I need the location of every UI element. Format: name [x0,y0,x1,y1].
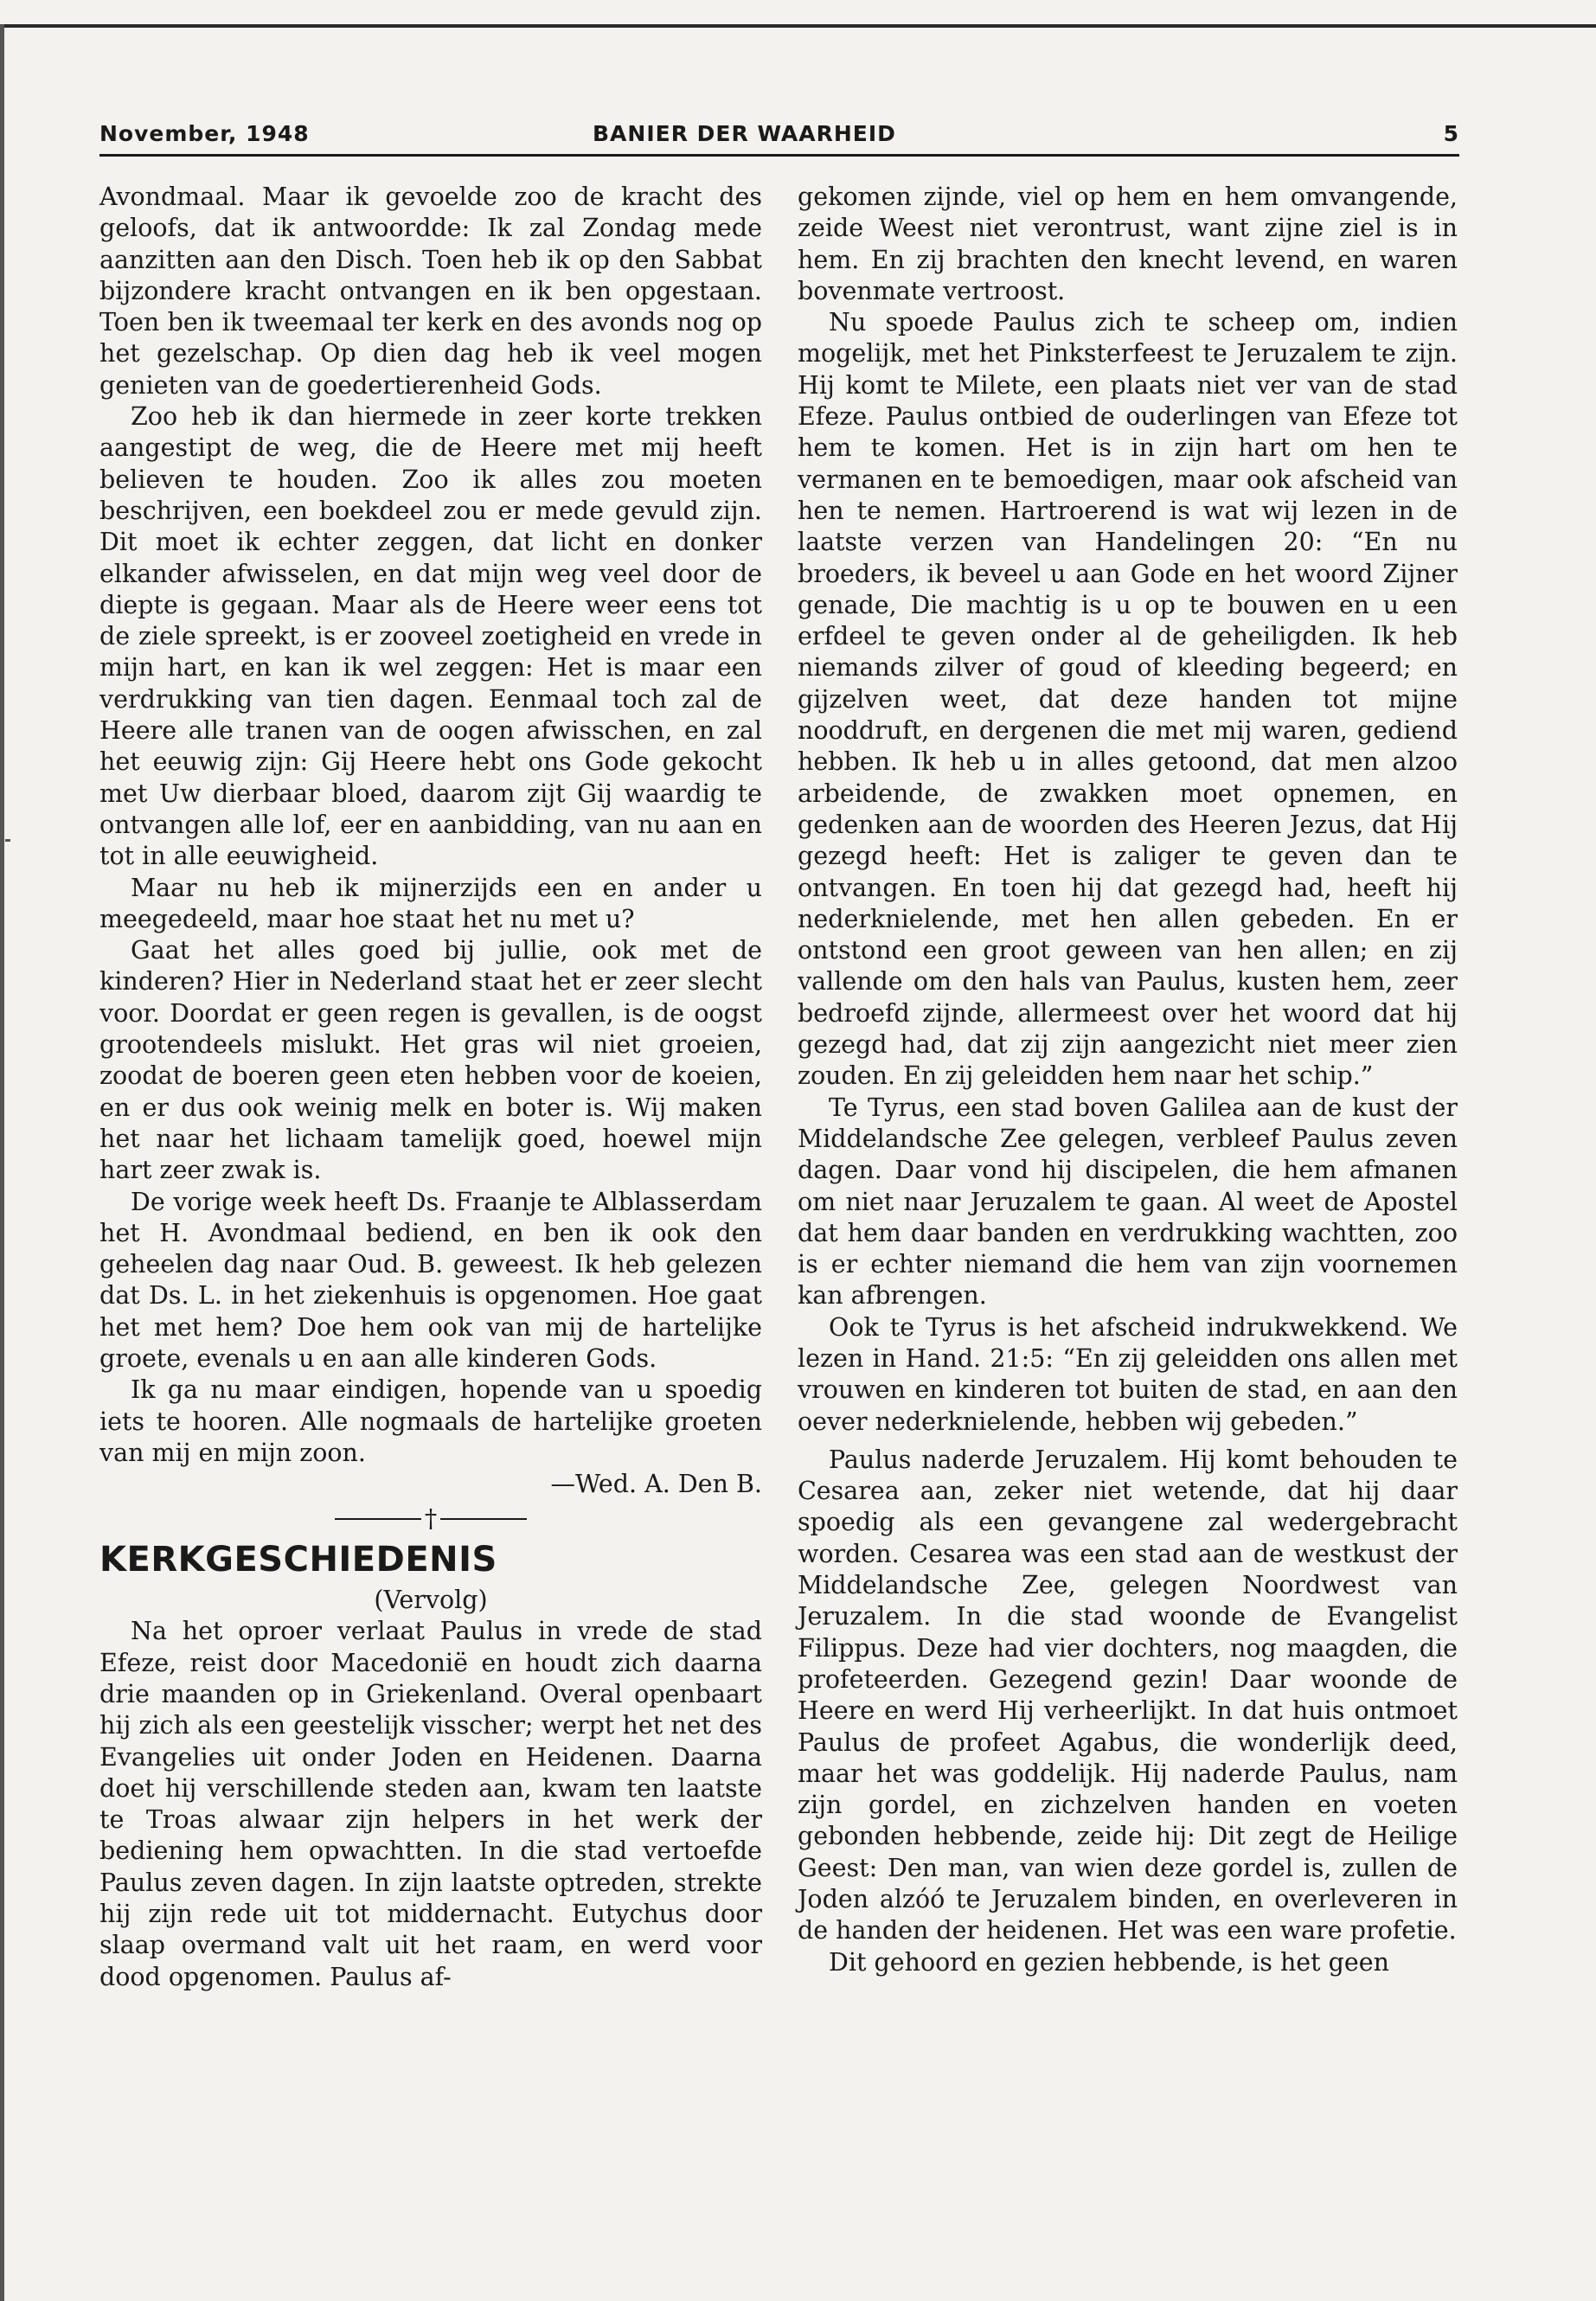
cross-symbol: † [424,1503,438,1533]
paragraph: Paulus naderde Jeruzalem. Hij komt behouden te Cesarea aan, zeker niet wetende, dat hij daar spoedig als een gevangene zal wedergebracht worden. Cesarea was een stad aan de westkust der Middelandsche Zee, gelegen Noordwest van Jeruzalem. In die stad woonde de Evangelist Filippus. Deze had vier dochters, nog maagden, die profeteerden. Gezegend gezin! Daar woonde de Heere en werd Hij verheerlijkt. In dat huis ontmoet Paulus de profeet Agabus, die wonderlijk deed, maar het was goddelijk. Hij naderde Paulus, nam zijn gordel, en zichzelven handen en voeten gebonden hebbende, zeide hij: Dit zegt de Heilige Geest: Den man, van wien deze gordel is, zullen de Joden alzóó te Jeruzalem binden, en overleveren in de handen der heidenen. Het was een ware profetie. [798,1445,1458,1945]
divider-line [335,1518,421,1520]
right-column [798,182,1458,1978]
paragraph: Avondmaal. Maar ik gevoelde zoo de kracht des geloofs, dat ik antwoordde: Ik zal Zondag mede aanzitten aan den Disch. Toen heb ik op den Sabbat bijzondere kracht ontvangen en ik ben opgestaan. Toen ben ik tweemaal ter kerk en des avonds nog op het gezelschap. Op dien dag heb ik veel mogen genieten van de goedertierenheid Gods. [99,183,762,400]
page-number: 5 [1443,121,1459,146]
top-border [0,24,1596,28]
section-divider [99,1502,762,1535]
divider-line [440,1518,527,1520]
paragraph: Te Tyrus, een stad boven Galilea aan de kust der Middelandsche Zee gelegen, verbleef Paulus zeven dagen. Daar vond hij discipelen, die hem afmanen om niet naar Jeruzalem te gaan. Al weet de Apostel dat hem daar banden en verdrukking wachtten, zoo is er echter niemand die hem van zijn voornemen kan afbrengen. [798,1093,1458,1311]
paragraph-gap [798,1438,1458,1445]
paragraph: Na het oproer verlaat Paulus in vrede de stad Efeze, reist door Macedonië en houdt zich daarna drie maanden op in Griekenland. Overal openbaart hij zich als een geestelijk visscher; werpt het net des Evangelies uit onder Joden en Heidenen. Daarna doet hij verschillende steden aan, kwam ten laatste te Troas alwaar zijn helpers in het werk der bediening hem opwachtten. In die stad vertoefde Paulus zeven dagen. In zijn laatste optreden, strekte hij zijn rede uit tot middernacht. Eutychus door slaap overmand valt uit het raam, en werd voor dood opgenomen. Paulus af- [99,1617,762,1991]
section-title: KERKGESCHIEDENIS [99,1540,497,1580]
paragraph: Dit gehoord en gezien hebbende, is het geen [829,1947,1390,1977]
margin-mark [5,839,10,842]
header-date: November, 1948 [99,121,310,146]
paragraph: Ik ga nu maar eindigen, hopende van u spoedig iets te hooren. Alle nogmaals de hartelijke groeten van mij en mijn zoon. [99,1375,762,1467]
paragraph: De vorige week heeft Ds. Fraanje te Alblasserdam het H. Avondmaal bediend, en ben ik ook den geheelen dag naar Oud. B. geweest. Ik heb gelezen dat Ds. L. in het ziekenhuis is opgenomen. Hoe gaat het met hem? Doe hem ook van mij de hartelijke groete, evenals u en aan alle kinderen Gods. [99,1187,762,1373]
header-rule [99,154,1459,157]
paragraph: Maar nu heb ik mijnerzijds een en ander u meegedeeld, maar hoe staat het nu met u? [99,873,762,933]
publication-title: BANIER DER WAARHEID [593,121,896,146]
paragraph: Ook te Tyrus is het afscheid indrukwekkend. We lezen in Hand. 21:5: “En zij geleidden ons allen met vrouwen en kinderen tot buiten de stad, en aan den oever nederknielende, hebben wij gebeden.” [798,1312,1458,1436]
letter-signature: —Wed. A. Den B. [550,1470,762,1499]
paragraph: Gaat het alles goed bij jullie, ook met de kinderen? Hier in Nederland staat het er zeer slecht voor. Doordat er geen regen is gevallen, is de oogst grootendeels mislukt. Het gras wil niet groeien, zoodat de boeren geen eten hebben voor de koeien, en er dus ook weinig melk en boter is. Wij maken het naar het lichaam tamelijk goed, hoewel mijn hart zeer zwak is. [99,936,762,1185]
left-border [0,24,4,2301]
paragraph: Zoo heb ik dan hiermede in zeer korte trekken aangestipt de weg, die de Heere met mij heeft believen te houden. Zoo ik alles zou moeten beschrijven, een boekdeel zou er mede gevuld zijn. Dit moet ik echter zeggen, dat licht en donker elkander afwisselen, en dat mijn weg veel door de diepte is gegaan. Maar als de Heere weer eens tot de ziele spreekt, is er zooveel zoetigheid en vrede in mijn hart, en kan ik wel zeggen: Het is maar een verdrukking van tien dagen. Eenmaal toch zal de Heere alle tranen van de oogen afwisschen, en zal het eeuwig zijn: Gij Heere hebt ons Gode gekocht met Uw dierbaar bloed, daarom zijt Gij waardig te ontvangen alle lof, eer en aanbidding, van nu aan en tot in alle eeuwigheid. [99,402,762,871]
section-subtitle: (Vervolg) [374,1586,488,1615]
paragraph: gekomen zijnde, viel op hem en hem omvangende, zeide Weest niet verontrust, want zijne ziel is in hem. En zij brachten den knecht levend, en waren bovenmate vertroost. [798,183,1458,305]
left-column [99,182,762,1993]
running-header [99,121,1459,154]
paragraph: Nu spoede Paulus zich te scheep om, indien mogelijk, met het Pinksterfeest te Jeruzalem te zijn. Hij komt te Milete, een plaats niet ver van de stad Efeze. Paulus ontbied de ouderlingen van Efeze tot hem te komen. Het is in zijn hart om hen te vermanen en te bemoedigen, maar ook afscheid van hen te nemen. Hartroerend is wat wij lezen in de laatste verzen van Handelingen 20: “En nu broeders, ik beveel u aan Gode en het woord Zijner genade, Die machtig is u op te bouwen en u een erfdeel te geven onder al de geheiligden. Ik heb niemands zilver of goud of kleeding begeerd; en gijzelven weet, dat deze handen tot mijne nooddruft, en dergenen die met mij waren, gediend hebben. Ik heb u in alles getoond, dat men alzoo arbeidende, de zwakken moet opnemen, en gedenken aan de woorden des Heeren Jezus, dat Hij gezegd heeft: Het is zaliger te geven dan te ontvangen. En toen hij dat gezegd had, heeft hij nederknielende, met hen allen gebeden. En er ontstond een groot geween van hen allen; en zij vallende om den hals van Paulus, kusten hem, zeer bedroefd zijnde, allermeest over het woord dat hij gezegd had, dat zij zijn aangezicht niet meer zien zouden. En zij geleidden hem naar het schip.” [798,308,1458,1091]
